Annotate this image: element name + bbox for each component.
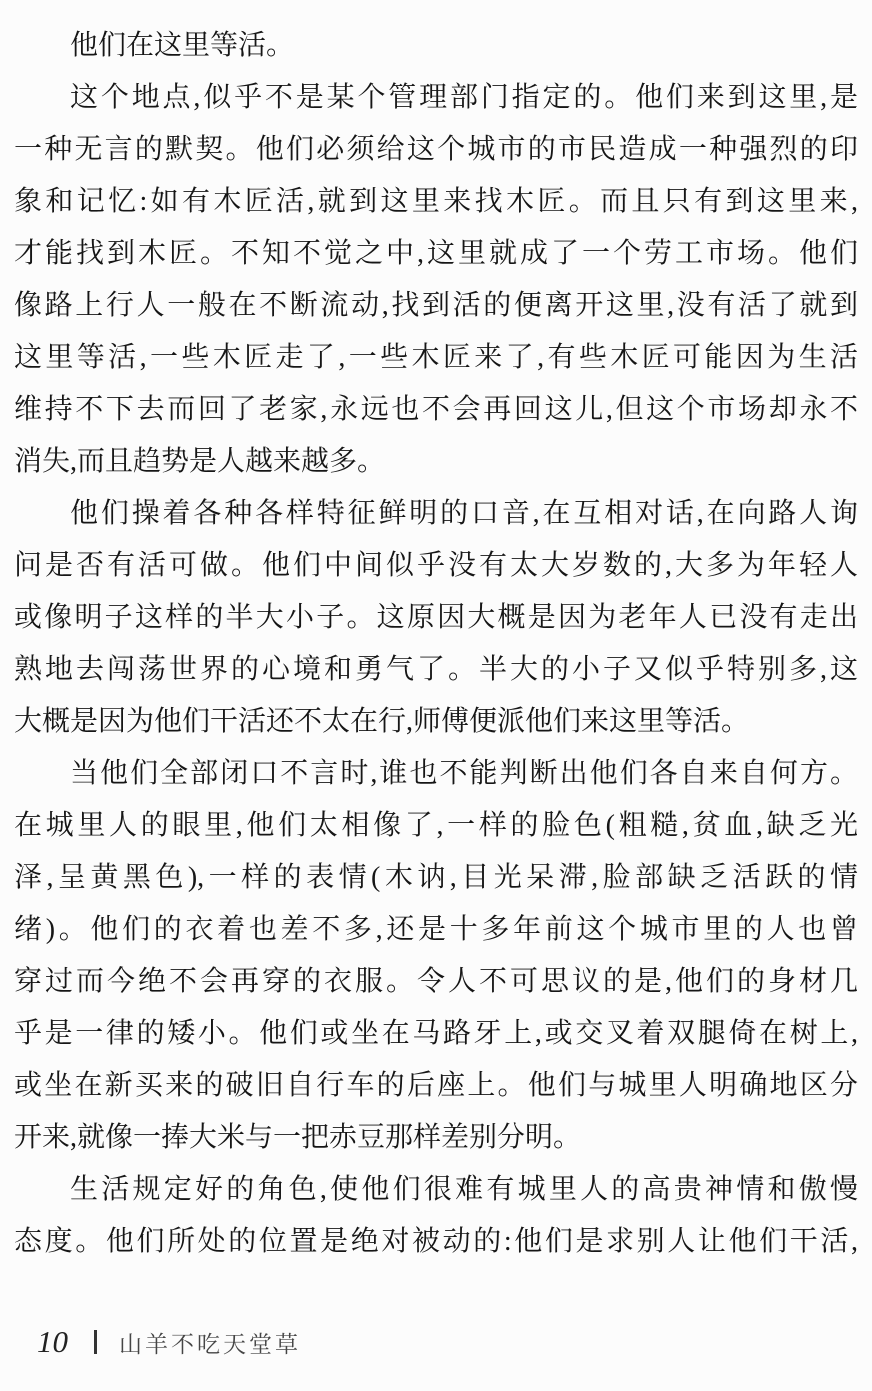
text-line: 消失,而且趋势是人越来越多。 <box>14 446 386 477</box>
text-line: 绪)。他们的衣着也差不多,还是十多年前这个城市里的人也曾 <box>14 914 858 945</box>
footer-separator-bar <box>94 1330 97 1354</box>
text-line: 乎是一律的矮小。他们或坐在马路牙上,或交叉着双腿倚在树上, <box>14 1018 858 1049</box>
text-line: 在城里人的眼里,他们太相像了,一样的脸色(粗糙,贫血,缺乏光 <box>14 810 858 841</box>
text-line: 他们在这里等活。 <box>70 30 295 61</box>
text-line: 或像明子这样的半大小子。这原因大概是因为老年人已没有走出 <box>14 602 858 633</box>
paragraph <box>14 488 858 748</box>
text-line: 维持不下去而回了老家,永远也不会再回这儿,但这个市场却永不 <box>14 394 858 425</box>
text-line: 一种无言的默契。他们必须给这个城市的市民造成一种强烈的印 <box>14 134 858 165</box>
text-line: 才能找到木匠。不知不觉之中,这里就成了一个劳工市场。他们 <box>14 238 858 269</box>
paragraph <box>14 748 858 1164</box>
paragraph <box>14 20 858 72</box>
text-line: 穿过而今绝不会再穿的衣服。令人不可思议的是,他们的身材几 <box>14 966 858 997</box>
text-line: 生活规定好的角色,使他们很难有城里人的高贵神情和傲慢 <box>70 1174 858 1205</box>
text-line: 像路上行人一般在不断流动,找到活的便离开这里,没有活了就到 <box>14 290 858 321</box>
text-line: 这个地点,似乎不是某个管理部门指定的。他们来到这里,是 <box>70 82 858 113</box>
paragraph <box>14 72 858 488</box>
page-text-block <box>14 20 858 1268</box>
text-line: 这里等活,一些木匠走了,一些木匠来了,有些木匠可能因为生活 <box>14 342 858 373</box>
text-line: 熟地去闯荡世界的心境和勇气了。半大的小子又似乎特别多,这 <box>14 654 858 685</box>
text-line: 象和记忆:如有木匠活,就到这里来找木匠。而且只有到这里来, <box>14 186 858 217</box>
text-line: 或坐在新买来的破旧自行车的后座上。他们与城里人明确地区分 <box>14 1070 858 1101</box>
paragraph <box>14 1164 858 1268</box>
text-line: 态度。他们所处的位置是绝对被动的:他们是求别人让他们干活, <box>14 1226 858 1257</box>
text-line: 泽,呈黄黑色),一样的表情(木讷,目光呆滞,脸部缺乏活跃的情 <box>14 862 858 893</box>
text-line: 大概是因为他们干活还不太在行,师傅便派他们来这里等活。 <box>14 706 750 737</box>
text-line: 当他们全部闭口不言时,谁也不能判断出他们各自来自何方。 <box>70 758 858 789</box>
page-footer <box>37 1322 301 1362</box>
page-number: 10 <box>37 1324 68 1359</box>
text-line: 问是否有活可做。他们中间似乎没有太大岁数的,大多为年轻人 <box>14 550 858 581</box>
book-title: 山羊不吃天堂草 <box>119 1331 301 1357</box>
text-line: 他们操着各种各样特征鲜明的口音,在互相对话,在向路人询 <box>70 498 858 529</box>
text-line: 开来,就像一捧大米与一把赤豆那样差别分明。 <box>14 1122 582 1153</box>
